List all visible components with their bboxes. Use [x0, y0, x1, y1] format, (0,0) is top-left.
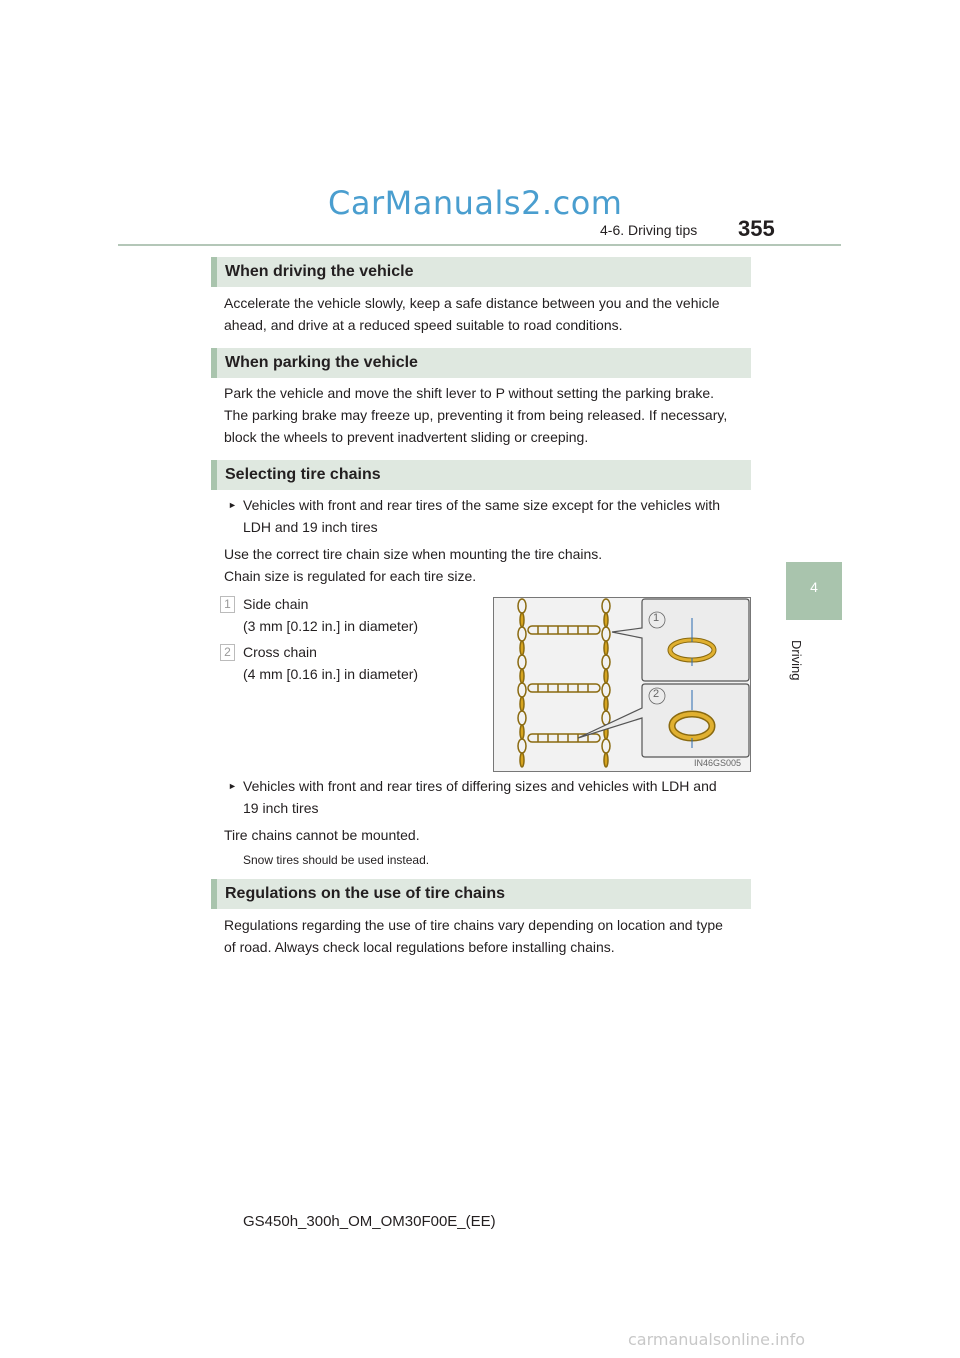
figure-code: IN46GS005 — [694, 758, 742, 768]
chapter-number: 4 — [810, 579, 818, 595]
item-detail: (3 mm [0.12 in.] in diameter) — [243, 618, 419, 634]
heading-regulations: Regulations on the use of tire chains — [211, 879, 751, 909]
item-number-1: 1 — [220, 596, 235, 613]
note-snow-tires: Snow tires should be used instead. — [243, 853, 430, 867]
figure-callout-1: 1 — [653, 612, 660, 624]
tire-chain-illustration — [494, 598, 750, 771]
side-chain-left — [518, 599, 526, 767]
para-driving — [224, 292, 719, 336]
para-use-correct — [224, 543, 602, 587]
footer-doc-code: GS450h_300h_OM_OM30F00E_(EE) — [243, 1213, 496, 1230]
side-chain-right — [602, 599, 610, 767]
bullet-triangle-icon: ► — [228, 500, 237, 510]
cross-chain-row — [528, 626, 600, 634]
callout-box-side — [612, 599, 749, 681]
para-line: Vehicles with front and rear tires of differing sizes and vehicles with LDH and — [243, 778, 717, 794]
cross-chain-row — [528, 734, 600, 742]
item-title: Side chain — [243, 596, 309, 612]
para-line: Use the correct tire chain size when mounting the tire chains. — [224, 546, 603, 562]
tire-chain-figure — [493, 597, 751, 772]
watermark-bottom: carmanualsonline.info — [628, 1330, 806, 1349]
item-cross-chain — [243, 641, 418, 685]
para-regulations — [224, 914, 723, 958]
heading-driving: When driving the vehicle — [211, 257, 751, 287]
para-line: ahead, and drive at a reduced speed suitable to road conditions. — [224, 317, 623, 333]
header-section: 4-6. Driving tips — [600, 222, 698, 238]
para-line: Park the vehicle and move the shift lever to P without setting the parking brake. — [224, 385, 715, 401]
chapter-label: Driving — [789, 640, 804, 681]
bullet-triangle-icon: ► — [228, 781, 237, 791]
para-cannot-mount: Tire chains cannot be mounted. — [224, 827, 420, 843]
chapter-tab — [786, 562, 842, 620]
para-line: LDH and 19 inch tires — [243, 519, 378, 535]
item-detail: (4 mm [0.16 in.] in diameter) — [243, 666, 419, 682]
para-line: Chain size is regulated for each tire size. — [224, 568, 477, 584]
para-line: Regulations regarding the use of tire chains vary depending on location and type — [224, 917, 723, 933]
para-parking — [224, 382, 727, 448]
cross-chain-row — [528, 684, 600, 692]
para-line: Vehicles with front and rear tires of the same size except for the vehicles with — [243, 497, 721, 513]
page-number: 355 — [738, 216, 775, 241]
item-number-2: 2 — [220, 644, 235, 661]
bullet-same-size — [243, 494, 720, 538]
header-rule — [118, 244, 841, 246]
heading-parking: When parking the vehicle — [211, 348, 751, 378]
para-line: The parking brake may freeze up, preventing it from being released. If necessary, — [224, 407, 728, 423]
heading-chains: Selecting tire chains — [211, 460, 751, 490]
para-line: 19 inch tires — [243, 800, 319, 816]
figure-callout-2: 2 — [653, 688, 660, 700]
para-line: block the wheels to prevent inadvertent sliding or creeping. — [224, 429, 589, 445]
para-line: of road. Always check local regulations before installing chains. — [224, 939, 615, 955]
bullet-differing-size — [243, 775, 717, 819]
item-side-chain — [243, 593, 418, 637]
watermark-logo: CarManuals2.com — [328, 184, 623, 222]
para-line: Accelerate the vehicle slowly, keep a safe distance between you and the vehicle — [224, 295, 720, 311]
item-title: Cross chain — [243, 644, 317, 660]
